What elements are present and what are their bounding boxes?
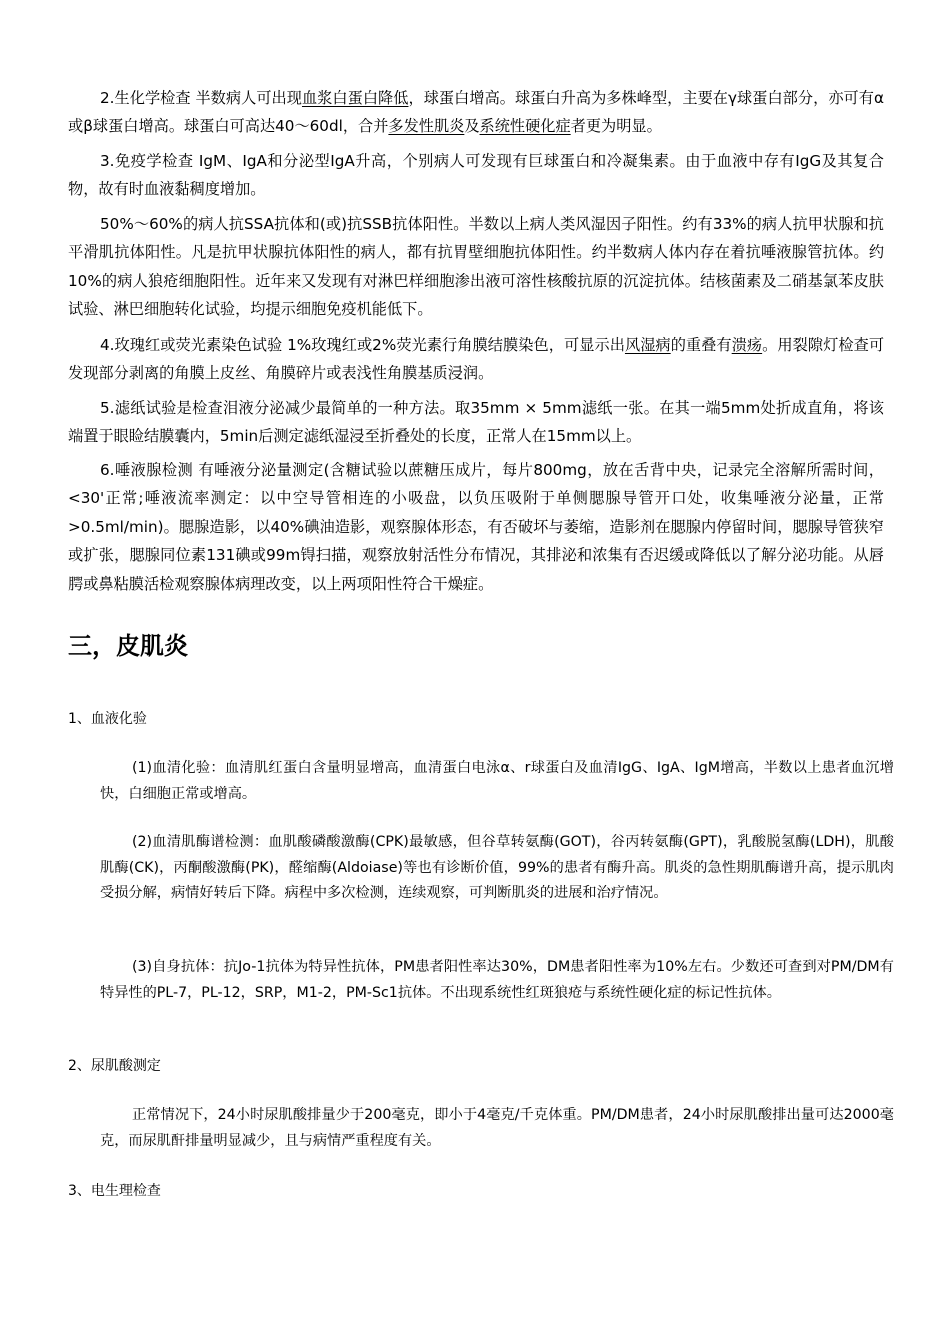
link-serum-albumin-low[interactable]: 血浆白蛋白降低 [301,89,409,107]
item-serum-test: (1)血清化验：血清肌红蛋白含量明显增高，血清蛋白电泳α、r球蛋白及血清IgG、IgA、IgM增高，半数以上患者血沉增快，白细胞正常或增高。 [100,760,894,802]
link-ulcer[interactable]: 溃疡 [731,336,763,354]
paragraph-antibodies: 50%～60%的病人抗SSA抗体和(或)抗SSB抗体阳性。半数以上病人类风湿因子阳性。约有33%的病人抗甲状腺和抗平滑肌抗体阳性。凡是抗甲状腺抗体阳性的病人，都有抗胃壁细胞抗体阳性。约半数病人体内存在着抗唾液腺管抗体。约10%的病人狼疮细胞阳性。近年来又发现有对淋巴样细胞渗出液可溶性核酸抗原的沉淀抗体。结核菌素及二硝基氯苯皮肤试验、淋巴细胞转化试验，均提示细胞免疫机能低下。 [68,215,884,319]
paragraph-biochemistry: 2.生化学检查 半数病人可出现血浆白蛋白降低，球蛋白增高。球蛋白升高为多株峰型，主要在γ球蛋白部分，亦可有α或β球蛋白增高。球蛋白可高达40～60dl，合并多发性肌炎及系统性硬化症者更为明显。 [68,89,884,136]
link-polymyositis[interactable]: 多发性肌炎 [388,117,465,136]
paragraph-immunology: 3.免疫学检查 IgM、IgA和分泌型IgA升高，个别病人可发现有巨球蛋白和冷凝集素。由于血液中存有IgG及其复合物，故有时血液黏稠度增加。 [68,152,884,199]
section-title-dermatomyositis: 三，皮肌炎 [68,632,188,660]
paragraph-staining-test: 4.玫瑰红或荧光素染色试验 1%玫瑰红或2%荧光素行角膜结膜染色，可显示出风湿病的重叠有溃疡。用裂隙灯检查可发现部分剥离的角膜上皮丝、角膜碎片或表浅性角膜基质浸润。 [68,336,885,383]
item-urine-creatine: 正常情况下，24小时尿肌酸排量少于200毫克，即小于4毫克/千克体重。PM/DM患者，24小时尿肌酸排出量可达2000毫克，而尿肌酐排量明显减少，且与病情严重程度有关。 [100,1107,894,1149]
subheading-blood-test: 1、血液化验 [68,711,147,727]
paragraph-salivary-test: 6.唾液腺检测 有唾液分泌量测定(含糖试验以蔗糖压成片，每片800mg，放在舌背中央，记录完全溶解所需时间，<30'正常;唾液流率测定：以中空导管相连的小吸盘，以负压吸附于单侧腮腺导管开口处，收集唾液分泌量，正常>0.5ml/min)。腮腺造影，以40%碘油造影，观察腺体形态，有否破坏与萎缩，造影剂在腮腺内停留时间，腮腺导管狭窄或扩张，腮腺同位素131碘或99m锝扫描，观察放射活性分布情况，其排泌和浓集有否迟缓或降低以了解分泌功能。从唇腭或鼻粘膜活检观察腺体病理改变，以上两项阳性符合干燥症。 [68,461,884,593]
link-systemic-sclerosis[interactable]: 系统性硬化症 [479,117,571,136]
item-autoantibodies: (3)自身抗体：抗Jo-1抗体为特异性抗体，PM患者阳性率达30%，DM患者阳性率为10%左右。少数还可查到对PM/DM有特异性的PL-7，PL-12，SRP，M1-2，PM-Sc1抗体。不出现系统性红斑狼疮与系统性硬化症的标记性抗体。 [100,959,894,1001]
paragraph-filter-paper-test: 5.滤纸试验是检查泪液分泌减少最简单的一种方法。取35mm × 5mm滤纸一张。在其一端5mm处折成直角，将该端置于眼睑结膜囊内，5min后测定滤纸湿浸至折叠处的长度，正常人在15mm以上。 [68,399,884,446]
link-rheumatism[interactable]: 风湿病 [624,336,671,354]
subheading-electrophysiology: 3、电生理检查 [68,1183,161,1199]
subheading-urine-creatine: 2、尿肌酸测定 [68,1058,161,1074]
item-muscle-enzyme-test: (2)血清肌酶谱检测：血肌酸磷酸激酶(CPK)最敏感，但谷草转氨酶(GOT)，谷丙转氨酶(GPT)，乳酸脱氢酶(LDH)，肌酸肌酶(CK)，丙酮酸激酶(PK)，醛缩酶(Aldoiase)等也有诊断价值，99%的患者有酶升高。肌炎的急性期肌酶谱升高，提示肌肉受损分解，病情好转后下降。病程中多次检测，连续观察，可判断肌炎的进展和治疗情况。 [100,834,894,901]
